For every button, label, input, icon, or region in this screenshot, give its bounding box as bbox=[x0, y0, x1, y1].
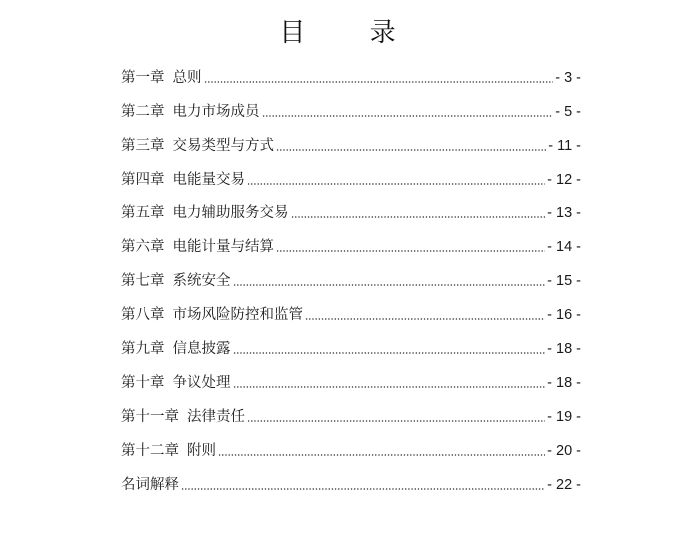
page-number: - 12 - bbox=[547, 171, 581, 188]
page-number: - 18 - bbox=[547, 374, 581, 391]
chapter-number: 第四章 bbox=[121, 171, 165, 188]
chapter-number: 第八章 bbox=[121, 307, 165, 324]
chapter-title: 电能量交易 bbox=[172, 171, 245, 188]
chapter-title: 市场风险防控和监管 bbox=[172, 307, 303, 324]
toc-row[interactable] bbox=[121, 259, 581, 293]
leader-dots bbox=[204, 81, 554, 83]
leader-dots bbox=[276, 250, 545, 252]
table-of-contents bbox=[121, 56, 581, 497]
chapter-number: 第七章 bbox=[121, 273, 165, 290]
toc-row[interactable] bbox=[121, 56, 581, 90]
page-number: - 11 - bbox=[548, 137, 581, 154]
toc-label bbox=[121, 66, 202, 90]
chapter-title: 电能计量与结算 bbox=[172, 239, 274, 256]
leader-dots bbox=[233, 352, 546, 354]
toc-label bbox=[121, 134, 274, 158]
leader-dots bbox=[218, 454, 545, 456]
chapter-title: 信息披露 bbox=[172, 341, 231, 358]
toc-row[interactable] bbox=[121, 327, 581, 361]
page-number: - 18 - bbox=[547, 341, 581, 358]
toc-label bbox=[121, 371, 231, 395]
page-number: - 20 - bbox=[547, 442, 581, 459]
toc-label bbox=[121, 100, 260, 124]
page-number: - 14 - bbox=[547, 239, 581, 256]
toc-row[interactable] bbox=[121, 463, 581, 497]
chapter-title: 法律责任 bbox=[187, 408, 245, 425]
leader-dots bbox=[305, 318, 545, 320]
toc-label bbox=[121, 405, 245, 429]
page-number: - 15 - bbox=[547, 273, 581, 290]
chapter-title: 系统安全 bbox=[172, 273, 231, 290]
page-number: - 3 - bbox=[555, 69, 581, 86]
toc-row[interactable] bbox=[121, 429, 581, 463]
leader-dots bbox=[233, 284, 546, 286]
toc-row[interactable] bbox=[121, 293, 581, 327]
page-number: - 16 - bbox=[547, 307, 581, 324]
toc-label bbox=[121, 337, 231, 361]
chapter-number: 第二章 bbox=[121, 103, 165, 120]
page-title: 目 录 bbox=[279, 18, 424, 48]
toc-row[interactable] bbox=[121, 124, 581, 158]
toc-label bbox=[121, 201, 289, 225]
leader-dots bbox=[276, 149, 546, 151]
chapter-title: 电力市场成员 bbox=[172, 103, 260, 120]
toc-label bbox=[121, 269, 231, 293]
page-number: - 19 - bbox=[547, 408, 581, 425]
chapter-number: 第五章 bbox=[121, 205, 165, 222]
leader-dots bbox=[181, 488, 545, 490]
chapter-number: 第十二章 bbox=[121, 442, 179, 459]
chapter-number: 第三章 bbox=[121, 137, 165, 154]
toc-label bbox=[121, 303, 303, 327]
leader-dots bbox=[247, 420, 545, 422]
toc-row[interactable] bbox=[121, 395, 581, 429]
chapter-title: 交易类型与方式 bbox=[172, 137, 274, 154]
toc-row[interactable] bbox=[121, 361, 581, 395]
toc-label bbox=[121, 439, 216, 463]
toc-label bbox=[121, 473, 179, 497]
chapter-title: 名词解释 bbox=[121, 476, 179, 493]
toc-label bbox=[121, 235, 274, 259]
chapter-number: 第十章 bbox=[121, 374, 165, 391]
toc-row[interactable] bbox=[121, 158, 581, 192]
leader-dots bbox=[233, 386, 546, 388]
chapter-title: 争议处理 bbox=[172, 374, 231, 391]
toc-row[interactable] bbox=[121, 90, 581, 124]
leader-dots bbox=[262, 115, 554, 117]
chapter-number: 第九章 bbox=[121, 341, 165, 358]
chapter-number: 第六章 bbox=[121, 239, 165, 256]
leader-dots bbox=[291, 216, 546, 218]
toc-label bbox=[121, 168, 245, 192]
page-number: - 22 - bbox=[547, 476, 581, 493]
chapter-number: 第一章 bbox=[121, 69, 165, 86]
leader-dots bbox=[247, 183, 545, 185]
toc-row[interactable] bbox=[121, 225, 581, 259]
page-number: - 5 - bbox=[555, 103, 581, 120]
page-number: - 13 - bbox=[547, 205, 581, 222]
chapter-title: 总则 bbox=[172, 69, 202, 86]
chapter-number: 第十一章 bbox=[121, 408, 179, 425]
chapter-title: 附则 bbox=[187, 442, 216, 459]
chapter-title: 电力辅助服务交易 bbox=[172, 205, 289, 222]
toc-row[interactable] bbox=[121, 192, 581, 226]
